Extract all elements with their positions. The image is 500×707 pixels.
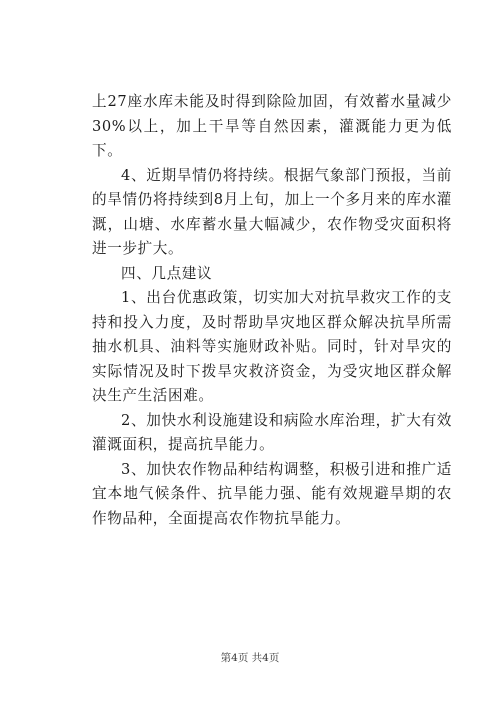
section-heading: 四、几点建议 — [121, 264, 213, 282]
paragraph-drought-forecast: 4、近期旱情仍将持续。根据气象部门预报，当前的旱情仍将持续到8月上旬，加上一个多月来的库水灌溉，山塘、水库蓄水量大幅减少，农作物受灾面积将进一步扩大。 — [92, 166, 452, 257]
suggestion-3: 3、加快农作物品种结构调整，积极引进和推广适宜本地气候条件、抗旱能力强、能有效规避旱期的农作物品种，全面提高农作物抗旱能力。 — [92, 460, 452, 527]
suggestion-1: 1、出台优惠政策，切实加大对抗旱救灾工作的支持和投入力度，及时帮助旱灾地区群众解决抗旱所需抽水机具、油料等实施财政补贴。同时，针对旱灾的实际情况及时下拨旱灾救济资金，为受灾地区群众解决生产生活困难。 — [92, 289, 452, 404]
page-footer — [0, 651, 500, 665]
suggestion-2: 2、加快水利设施建设和病险水库治理，扩大有效灌溉面积，提高抗旱能力。 — [92, 411, 452, 453]
document-body — [92, 90, 452, 531]
page-number: 第4页 共4页 — [220, 652, 280, 664]
paragraph-continuation: 上27座水库未能及时得到除险加固，有效蓄水量减少30%以上，加上干旱等自然因素，灌溉能力更为低下。 — [92, 93, 452, 159]
